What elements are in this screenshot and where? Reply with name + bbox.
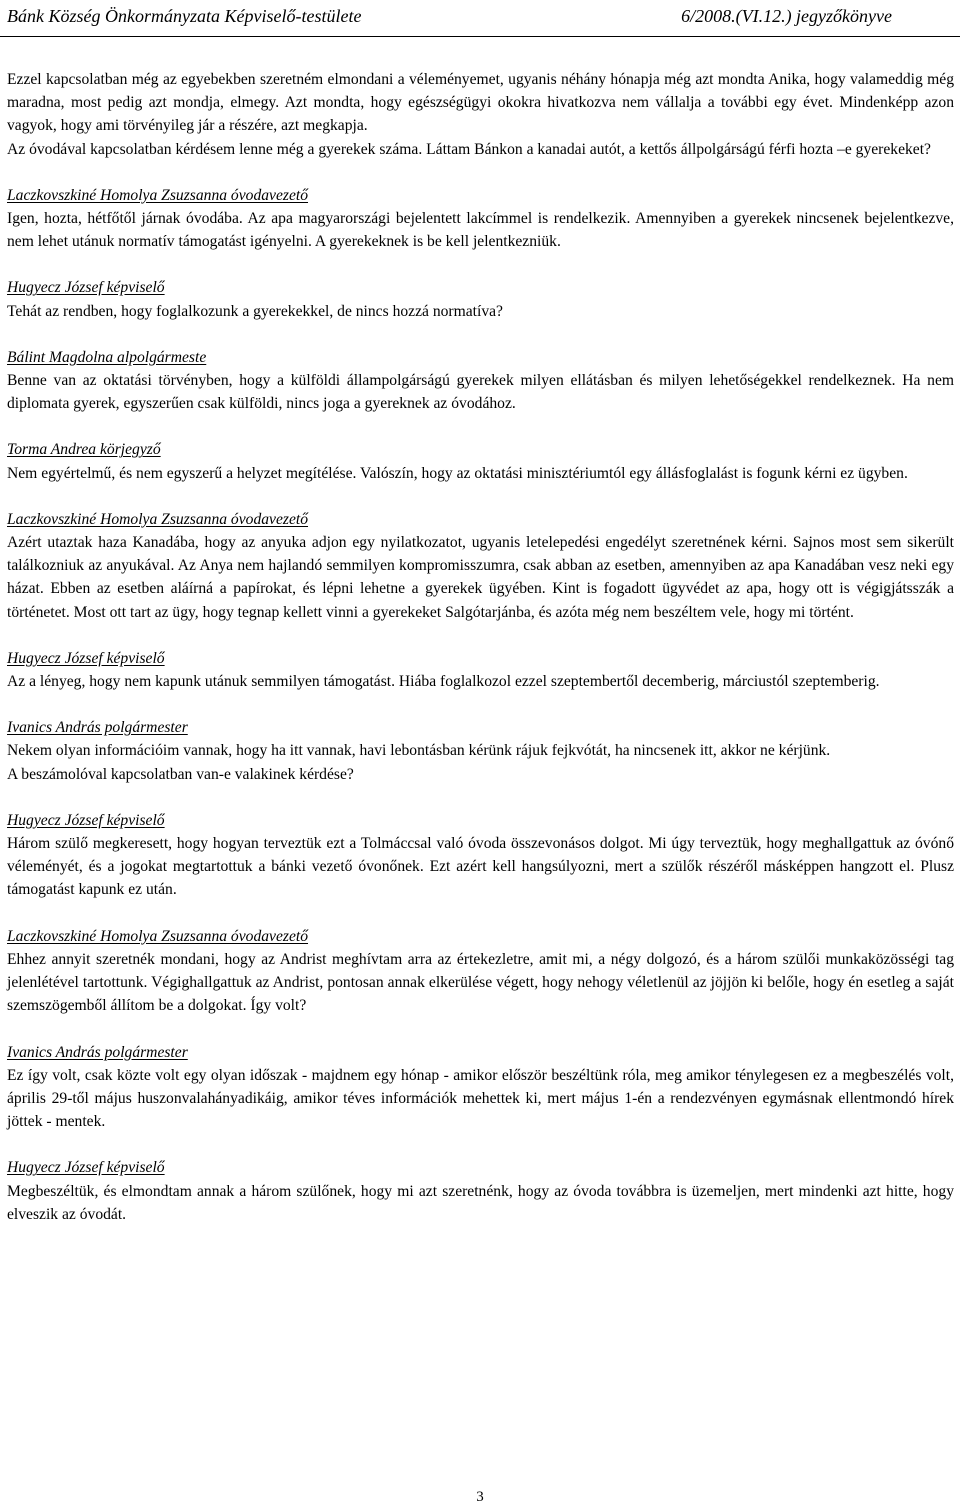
- paragraph: Az óvodával kapcsolatban kérdésem lenne még a gyerekek száma. Láttam Bánkon a kanadai autót, a kettős állpolgárságú férfi hozta –e gyerekeket?: [7, 140, 931, 158]
- header-title: Bánk Község Önkormányzata Képviselő-testülete: [7, 6, 362, 26]
- paragraph: Megbeszéltük, és elmondtam annak a három szülőnek, hogy mi azt szeretnénk, hogy az óvoda továbbra is üzemeljen, mert mindenki azt hitte, hogy elveszik az óvodát.: [7, 1182, 954, 1223]
- speech-block: [7, 438, 954, 484]
- page-header: [0, 0, 960, 37]
- paragraph: Nekem olyan információim vannak, hogy ha itt vannak, havi lebontásban kérünk rájuk fejkvótát, ha nincsenek itt, akkor ne kérjünk.: [7, 742, 831, 760]
- paragraph: Tehát az rendben, hogy foglalkozunk a gyerekekkel, de nincs hozzá normatíva?: [7, 302, 503, 320]
- speaker-name: Hugyecz József képviselő: [7, 649, 165, 667]
- document-body: [7, 68, 954, 1249]
- speaker-name: Hugyecz József képviselő: [7, 1159, 165, 1177]
- speech-block: [7, 508, 954, 624]
- speech-block: [7, 809, 954, 902]
- speaker-name: Ivanics András polgármester: [7, 719, 188, 737]
- speaker-name: Laczkovszkiné Homolya Zsuzsanna óvodavezető: [7, 186, 309, 204]
- speech-block: [7, 1041, 954, 1134]
- speech-block: [7, 925, 954, 1018]
- paragraph: A beszámolóval kapcsolatban van-e valakinek kérdése?: [7, 765, 354, 783]
- header-doc-ref: 6/2008.(VI.12.) jegyzőkönyve: [681, 6, 892, 26]
- intro-block: [7, 68, 954, 161]
- speech-block: [7, 346, 954, 416]
- paragraph: Ez így volt, csak közte volt egy olyan időszak - majdnem egy hónap - amikor először beszéltünk róla, meg amikor ténylegesen ez a megbeszélés volt, április 29-től május huszonvalahányadikáig, amikor téves információk mehettek ki, mert május 1-én a rendezvényen egymásnak ellentmondó hírek jöttek - mentek.: [7, 1066, 954, 1131]
- speaker-name: Bálint Magdolna alpolgármeste: [7, 348, 207, 366]
- paragraph: Ezzel kapcsolatban még az egyebekben szeretném elmondani a véleményemet, ugyanis néhány hónapja még azt mondta Anika, hogy valameddig még maradna, most pedig azt mondja, elmegy. Azt mondta, hogy egészségügyi okokra hivatkozva nem vállalja a további egy évet. Mindenképp azon vagyok, hogy ami törvényileg jár a részére, azt megkapja.: [7, 71, 954, 135]
- paragraph: Ehhez annyit szeretnék mondani, hogy az Andrist meghívtam arra az értekezletre, amit mi, a négy dolgozó, és a három szülői munkaközösségi tag jelenlétével tartottunk. Végighallgattuk az Andrist, pontosan annak elkerülése végett, hogy nehogy véletlenül az jöjjön ki belőle, hogy én esetleg a saját szemszögemből állítom be a dolgokat. Így volt?: [7, 950, 954, 1015]
- speech-block: [7, 1156, 954, 1226]
- paragraph: Benne van az oktatási törvényben, hogy a külföldi állampolgárságú gyerekek milyen ellátásban és milyen lehetőségekkel rendelkeznek. Ha nem diplomata gyerek, egyszerűen csak külföldi, nincs joga a gyereknek az óvodához.: [7, 372, 954, 413]
- paragraph: Három szülő megkeresett, hogy hogyan terveztük ezt a Tolmáccsal való óvoda összevonásos dolgot. Mi úgy terveztük, hogy meghallgattuk az óvónő véleményét, és a jogokat megtartottuk a bánki vezető óvonőnek. Ezt azért kell hangsúlyozni, mert a szülők részéről másképpen hangzott el. Plusz támogatást kapunk ez után.: [7, 835, 954, 899]
- speech-block: [7, 276, 954, 322]
- speaker-name: Hugyecz József képviselő: [7, 279, 165, 297]
- speech-block: [7, 647, 954, 693]
- paragraph: Azért utaztak haza Kanadába, hogy az anyuka adjon egy nyilatkozatot, ugyanis letelepedési engedélyt szeretnének kérni. Sajnos most sem sikerült találkozniuk az anyukával. Az Anya nem hajlandó semmilyen kompromisszumra, csak abban az esetben, amennyiben az apa Kanadában vesz neki egy házat. Ebben az esetben aláírná a papírokat, és lépni lehetne a gyerekek ügyében. Kint is fogadott ügyvédet az apa, hogy ott is végigjátsszák a történetet. Most ott tart az ügy, hogy tegnap kellett vinni a gyerekeket Salgótarjánba, és azóta még nem beszéltem vele, hogy mi történt.: [7, 534, 954, 621]
- speech-block: [7, 184, 954, 254]
- paragraph: Nem egyértelmű, és nem egyszerű a helyzet megítélése. Valószín, hogy az oktatási minisztériumtól egy állásfoglalást is fogunk kérni ez ügyben.: [7, 464, 908, 482]
- speaker-name: Torma Andrea körjegyző: [7, 441, 161, 459]
- paragraph: Az a lényeg, hogy nem kapunk utánuk semmilyen támogatást. Hiába foglalkozol ezzel szeptembertől decemberig, márciustól szeptemberig.: [7, 673, 880, 691]
- paragraph: Igen, hozta, hétfőtől járnak óvodába. Az apa magyarországi bejelentett lakcímmel is rendelkezik. Amennyiben a gyerekek nincsenek bejelentkezve, nem lehet utánuk normatív támogatást igényelni. A gyerekeknek is be kell jelentkezniük.: [7, 210, 954, 251]
- speaker-name: Hugyecz József képviselő: [7, 811, 165, 829]
- speaker-name: Laczkovszkiné Homolya Zsuzsanna óvodavezető: [7, 927, 309, 945]
- speaker-name: Ivanics András polgármester: [7, 1043, 188, 1061]
- speaker-name: Laczkovszkiné Homolya Zsuzsanna óvodavezető: [7, 510, 309, 528]
- page-number: 3: [476, 1489, 484, 1505]
- speech-block: [7, 716, 954, 786]
